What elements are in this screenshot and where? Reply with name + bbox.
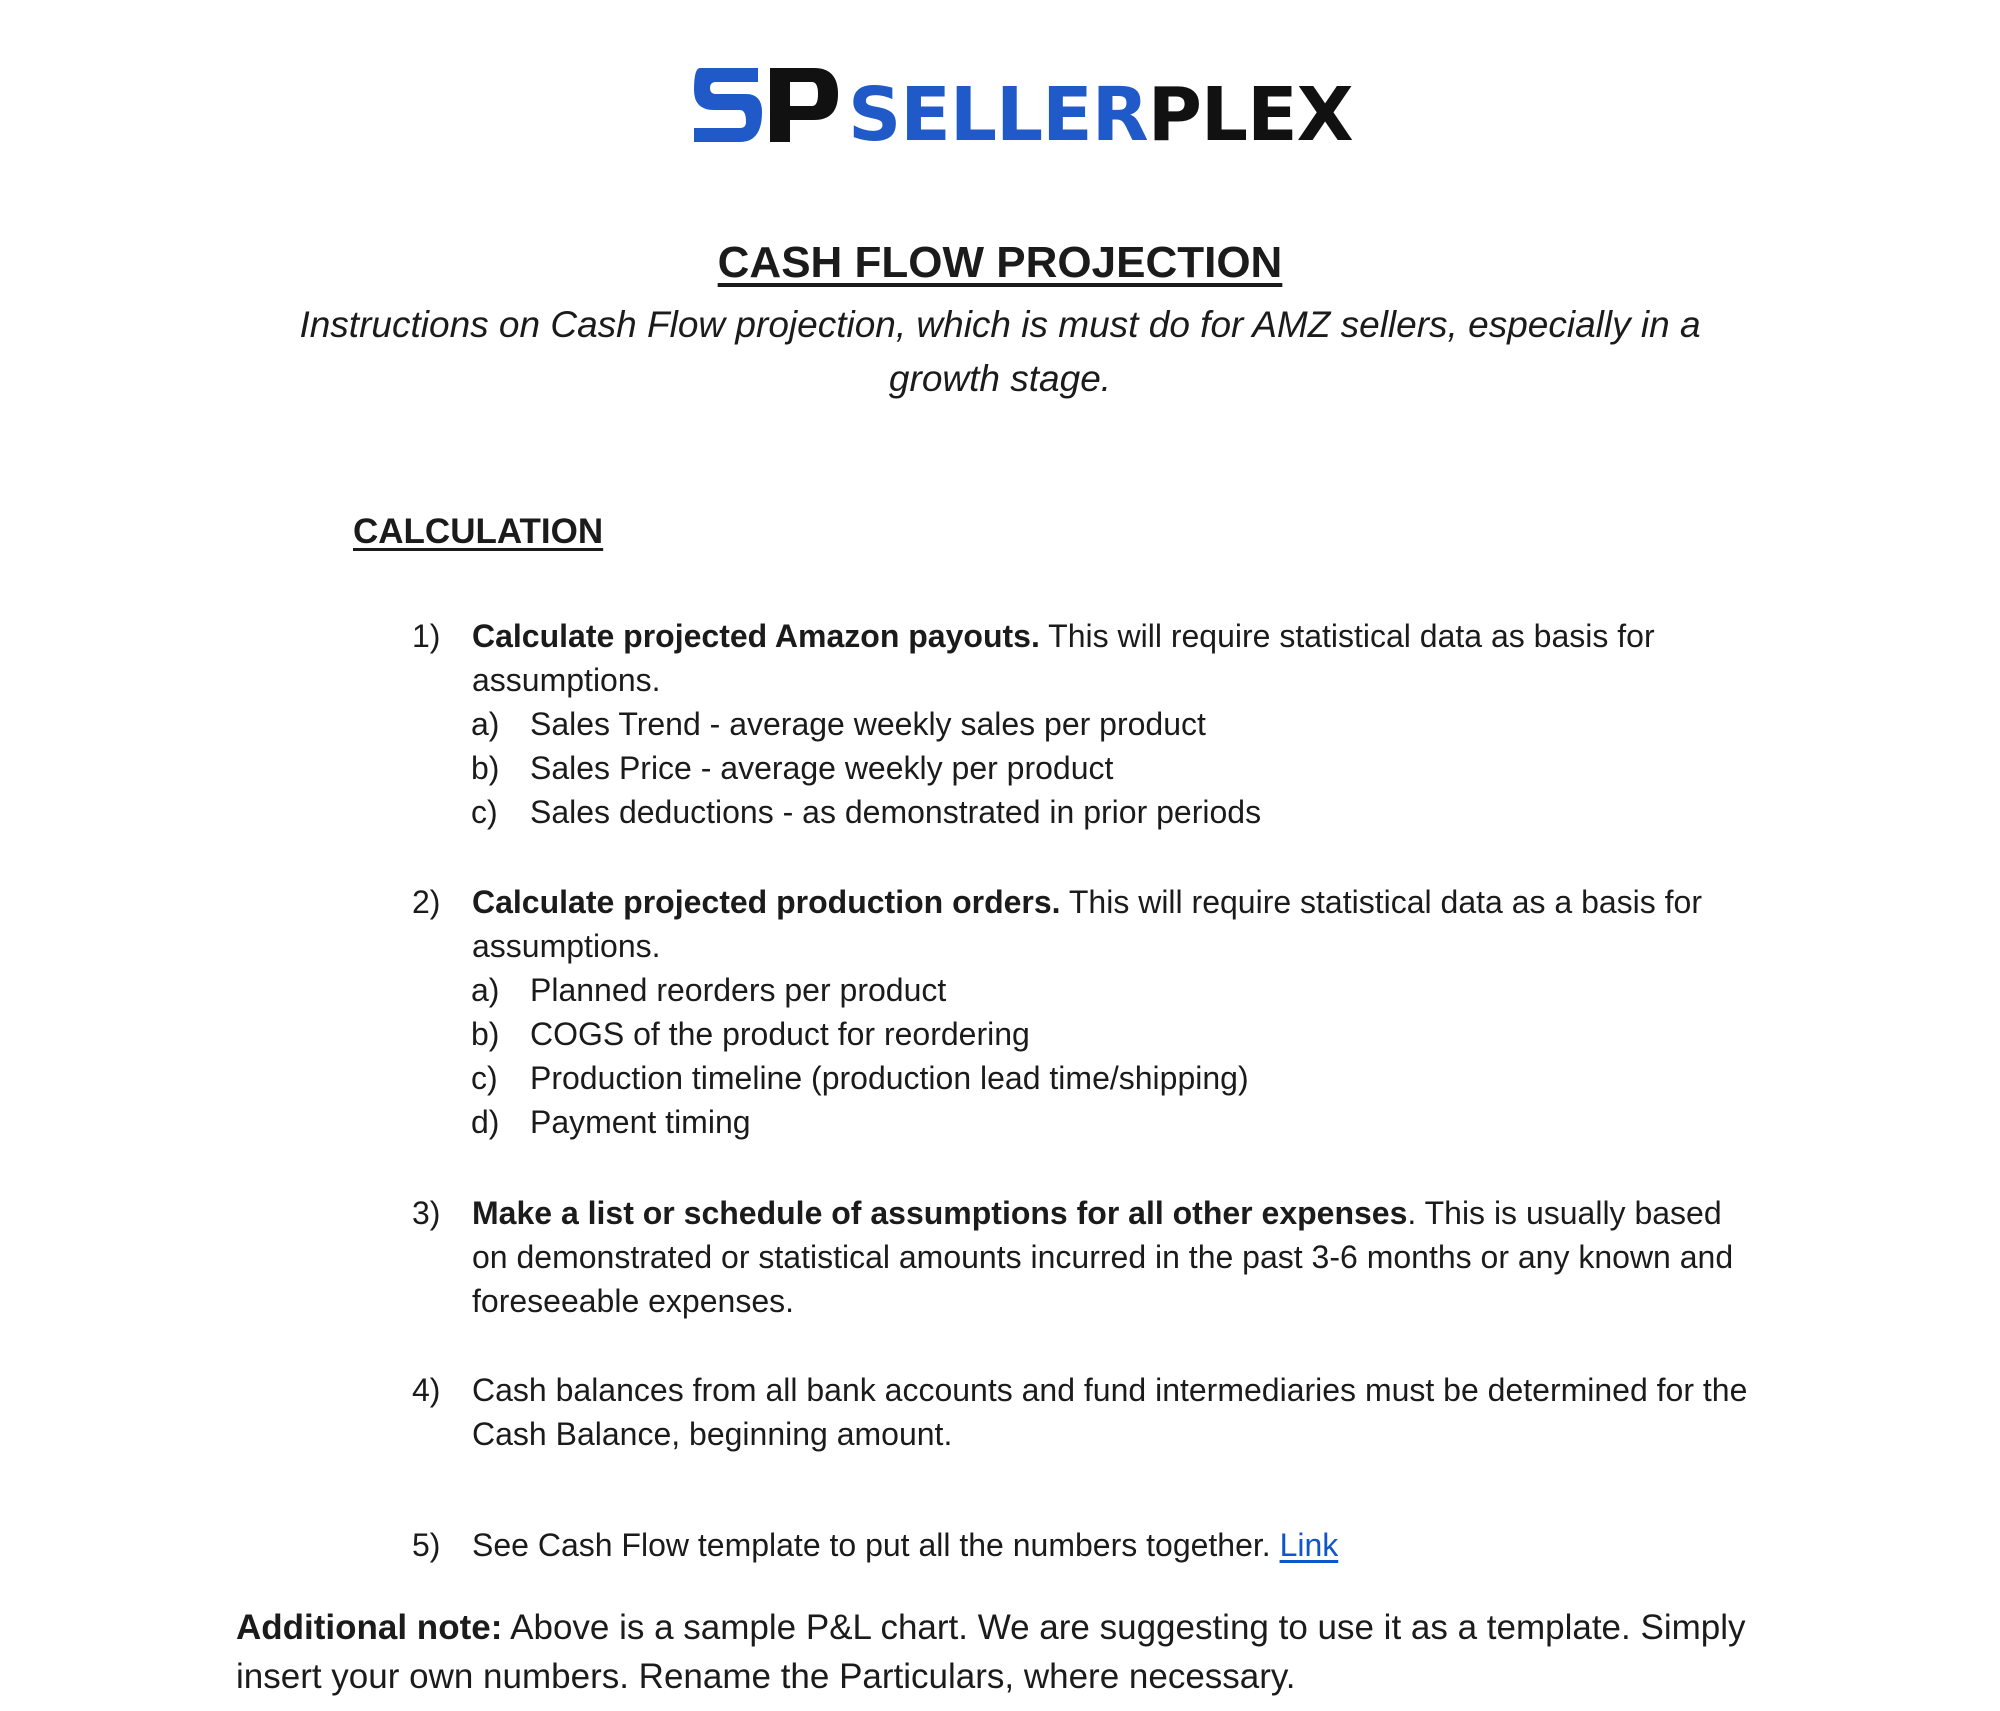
sub-list-item xyxy=(412,702,1762,746)
page-subtitle: Instructions on Cash Flow projection, which is must do for AMZ sellers, especially in a growth stage. xyxy=(299,304,1701,399)
logo-wordmark xyxy=(848,72,1353,158)
list-item-text: This will require statistical data as basis for assumptions. xyxy=(472,618,1655,698)
sub-list-letter: b) xyxy=(471,750,500,786)
sub-list xyxy=(412,702,1762,834)
sub-list-text: Production timeline (production lead time/shipping) xyxy=(530,1060,1249,1096)
sub-list-item xyxy=(412,968,1762,1012)
additional-note xyxy=(236,1603,1796,1701)
sub-list-text: COGS of the product for reordering xyxy=(530,1016,1030,1052)
list-item-number: 3) xyxy=(412,1195,441,1231)
list-item-number: 2) xyxy=(412,884,441,920)
list-item-number: 1) xyxy=(412,618,441,654)
sub-list-letter: b) xyxy=(471,1016,500,1052)
sub-list-letter: a) xyxy=(471,972,500,1008)
list-item-text: This will require statistical data as a basis for assumptions. xyxy=(472,884,1702,964)
list-item-5 xyxy=(412,1523,1762,1567)
list-item-bold-text: Calculate projected production orders. xyxy=(472,884,1061,920)
list-item-number: 5) xyxy=(412,1527,441,1563)
additional-note-text: Above is a sample P&L chart. We are suggesting to use it as a template. Simply insert your own numbers. Rename the Particulars, where necessary. xyxy=(236,1608,1746,1696)
sub-list-text: Planned reorders per product xyxy=(530,972,947,1008)
list-item-bold-text: Make a list or schedule of assumptions for all other expenses xyxy=(472,1195,1408,1231)
list-item-4 xyxy=(412,1368,1762,1456)
list-item-1 xyxy=(412,614,1762,834)
page-title: CASH FLOW PROJECTION xyxy=(717,238,1283,287)
additional-note-label: Additional note: xyxy=(236,1608,503,1647)
list-item-number: 4) xyxy=(412,1372,441,1408)
sub-list-letter: c) xyxy=(471,1060,498,1096)
sub-list-item xyxy=(412,790,1762,834)
sub-list-text: Sales Price - average weekly per product xyxy=(530,750,1114,786)
sub-list-item xyxy=(412,1100,1762,1144)
sub-list-letter: a) xyxy=(471,706,500,742)
logo-word-seller: SELLER xyxy=(848,72,1148,158)
cash-flow-template-link[interactable]: Link xyxy=(1279,1527,1339,1563)
section-heading-calculation: CALCULATION xyxy=(353,512,604,551)
sub-list-letter: d) xyxy=(471,1104,500,1140)
list-item-2 xyxy=(412,880,1762,1144)
sub-list-text: Sales Trend - average weekly sales per product xyxy=(530,706,1206,742)
list-item-text: . This is usually based on demonstrated or statistical amounts incurred in the past 3-6 months or any known and foreseeable expenses. xyxy=(472,1195,1734,1319)
sub-list-item xyxy=(412,1056,1762,1100)
sub-list-text: Sales deductions - as demonstrated in prior periods xyxy=(530,794,1262,830)
sellerplex-logo xyxy=(690,56,1353,158)
sub-list xyxy=(412,968,1762,1144)
list-item-bold-text: Calculate projected Amazon payouts. xyxy=(472,618,1040,654)
sub-list-text: Payment timing xyxy=(530,1104,751,1140)
sub-list-letter: c) xyxy=(471,794,498,830)
sp-logo-mark-icon xyxy=(690,60,842,150)
sub-list-item xyxy=(412,746,1762,790)
sub-list-item xyxy=(412,1012,1762,1056)
list-item-text: Cash balances from all bank accounts and fund intermediaries must be determined for the Cash Balance, beginning amount. xyxy=(472,1372,1748,1452)
list-item-3 xyxy=(412,1191,1762,1323)
list-item-text: See Cash Flow template to put all the numbers together. xyxy=(472,1527,1280,1563)
logo-word-plex: PLEX xyxy=(1147,72,1353,158)
